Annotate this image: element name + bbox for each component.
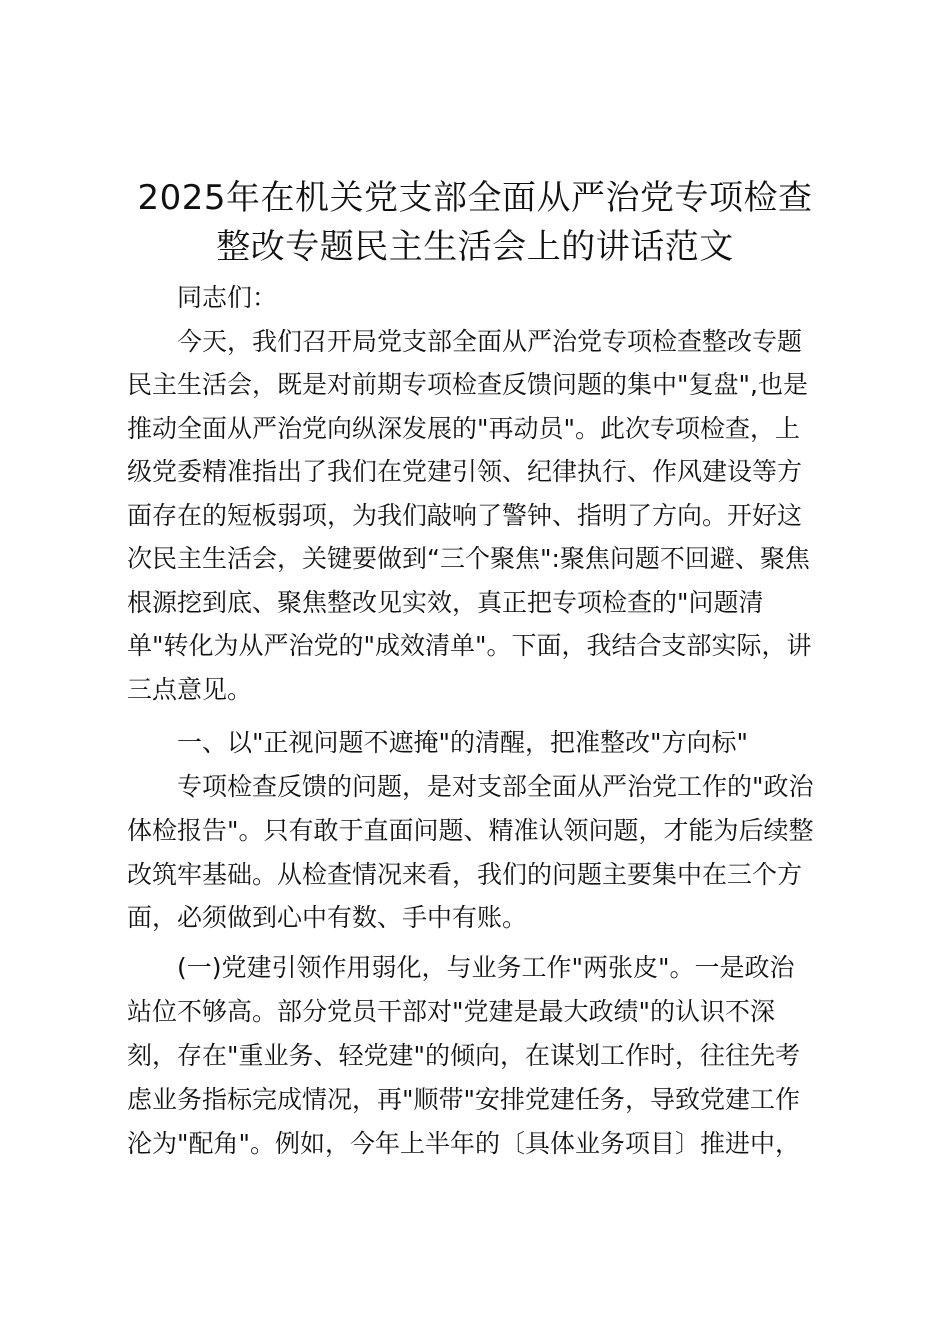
body-line: 面存在的短板弱项，为我们敲响了警钟、指明了方向。开好这	[127, 501, 803, 530]
section-heading: 一、以"正视问题不遮掩"的清醒，把准整改"方向标"	[177, 728, 748, 757]
body-line: 专项检查反馈的问题，是对支部全面从严治党工作的"政治	[177, 772, 814, 801]
body-line: 根源挖到底、聚焦整改见实效，真正把专项检查的"问题清	[127, 588, 764, 617]
body-line: 今天，我们召开局党支部全面从严治党专项检查整改专题	[177, 327, 803, 356]
body-line: 推动全面从严治党向纵深发展的"再动员"。此次专项检查，上	[127, 414, 801, 443]
body-line: 虑业务指标完成情况，再"顺带"安排党建任务，导致党建工作	[127, 1085, 801, 1114]
title-line-2: 整改专题民主生活会上的讲话范文	[216, 227, 734, 267]
body-line: 单"转化为从严治党的"成效清单"。下面，我结合支部实际，讲	[127, 631, 812, 660]
salutation: 同志们：	[177, 283, 278, 312]
body-line: 体检报告"。只有敢于直面问题、精准认领问题，才能为后续整	[127, 816, 814, 845]
body-line: 民主生活会，既是对前期专项检查反馈问题的集中"复盘",也是	[127, 370, 808, 399]
body-line: 三点意见。	[127, 675, 253, 704]
body-line: 面，必须做到心中有数、手中有账。	[127, 903, 528, 932]
body-line: 站位不够高。部分党员干部对"党建是最大政绩"的认识不深	[127, 997, 776, 1026]
title-line-1: 2025年在机关党支部全面从严治党专项检查	[137, 178, 813, 218]
body-line: 刻，存在"重业务、轻党建"的倾向，在谋划工作时，往往先考	[127, 1041, 801, 1070]
body-line: 改筑牢基础。从检查情况来看，我们的问题主要集中在三个方	[127, 860, 803, 889]
subsection-line: (一)党建引领作用弱化，与业务工作"两张皮"。一是政治	[177, 953, 795, 982]
body-line: 次民主生活会，关键要做到“三个聚焦":聚焦问题不回避、聚焦	[127, 544, 810, 573]
body-line: 级党委精准指出了我们在党建引领、纪律执行、作风建设等方	[127, 457, 803, 486]
body-line: 沦为"配角"。例如，今年上半年的〔具体业务项目〕推进中，	[127, 1129, 801, 1158]
